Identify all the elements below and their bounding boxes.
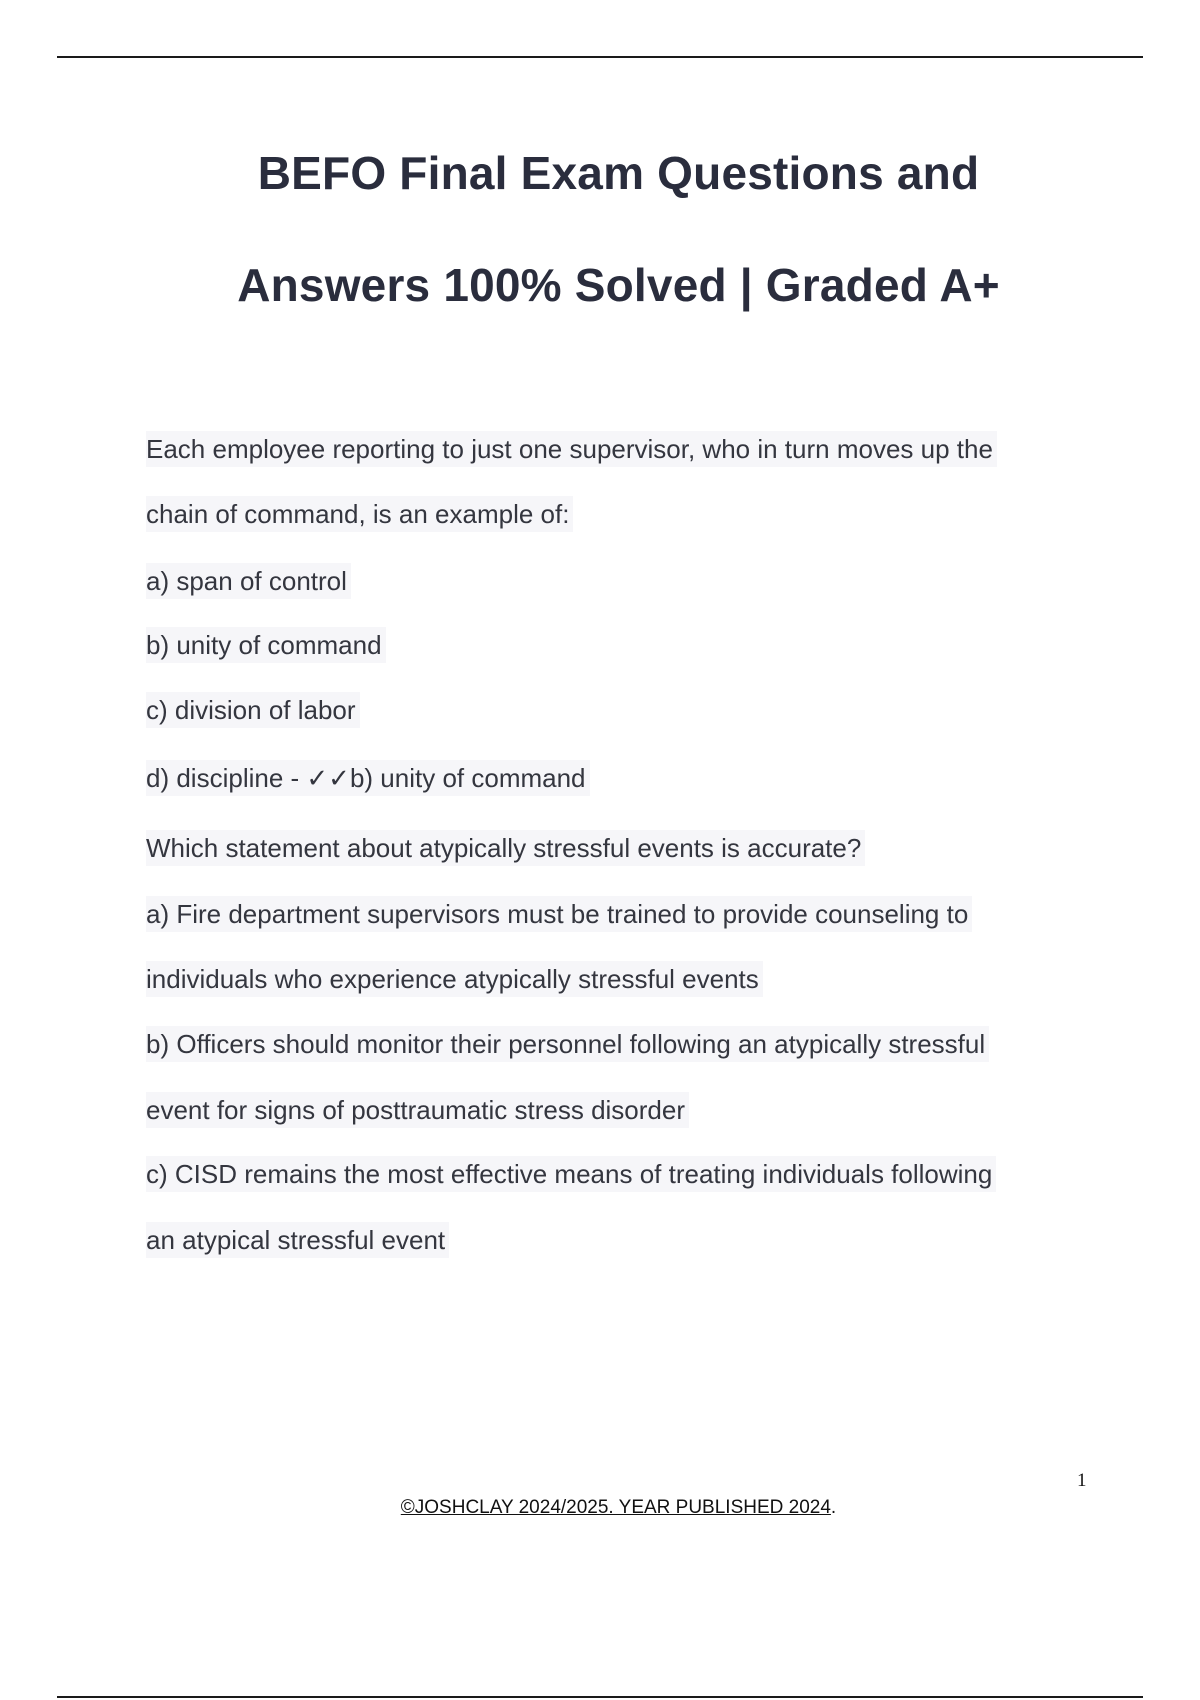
question-2-option-c-line-2: an atypical stressful event (146, 1222, 449, 1258)
question-1-line-2: chain of command, is an example of: (146, 496, 573, 532)
question-1-option-d-answer: d) discipline - ✓✓b) unity of command (146, 760, 590, 796)
question-1-option-a: a) span of control (146, 563, 351, 599)
question-1-option-b: b) unity of command (146, 627, 386, 663)
question-1-option-c: c) division of labor (146, 692, 360, 728)
bottom-rule (57, 1696, 1143, 1698)
question-2-option-b-line-1: b) Officers should monitor their personnel following an atypically stressful (146, 1026, 989, 1062)
page-number: 1 (1077, 1470, 1087, 1491)
question-2-line-1: Which statement about atypically stressful events is accurate? (146, 830, 865, 866)
footer-copyright-text: ©JOSHCLAY 2024/2025. YEAR PUBLISHED 2024 (400, 1497, 831, 1518)
question-2-option-a-line-1: a) Fire department supervisors must be trained to provide counseling to (146, 896, 972, 932)
question-1-line-1: Each employee reporting to just one supervisor, who in turn moves up the (146, 431, 997, 467)
document-title-line-1: BEFO Final Exam Questions and (257, 147, 980, 199)
document-title-line-2: Answers 100% Solved | Graded A+ (237, 259, 1000, 311)
question-2-option-a-line-2: individuals who experience atypically stressful events (146, 961, 763, 997)
question-2-option-c-line-1: c) CISD remains the most effective means of treating individuals following (146, 1156, 996, 1192)
top-rule (57, 56, 1143, 58)
question-2-option-b-line-2: event for signs of posttraumatic stress disorder (146, 1092, 689, 1128)
footer-period: . (830, 1497, 837, 1518)
footer-copyright (0, 1497, 1200, 1519)
